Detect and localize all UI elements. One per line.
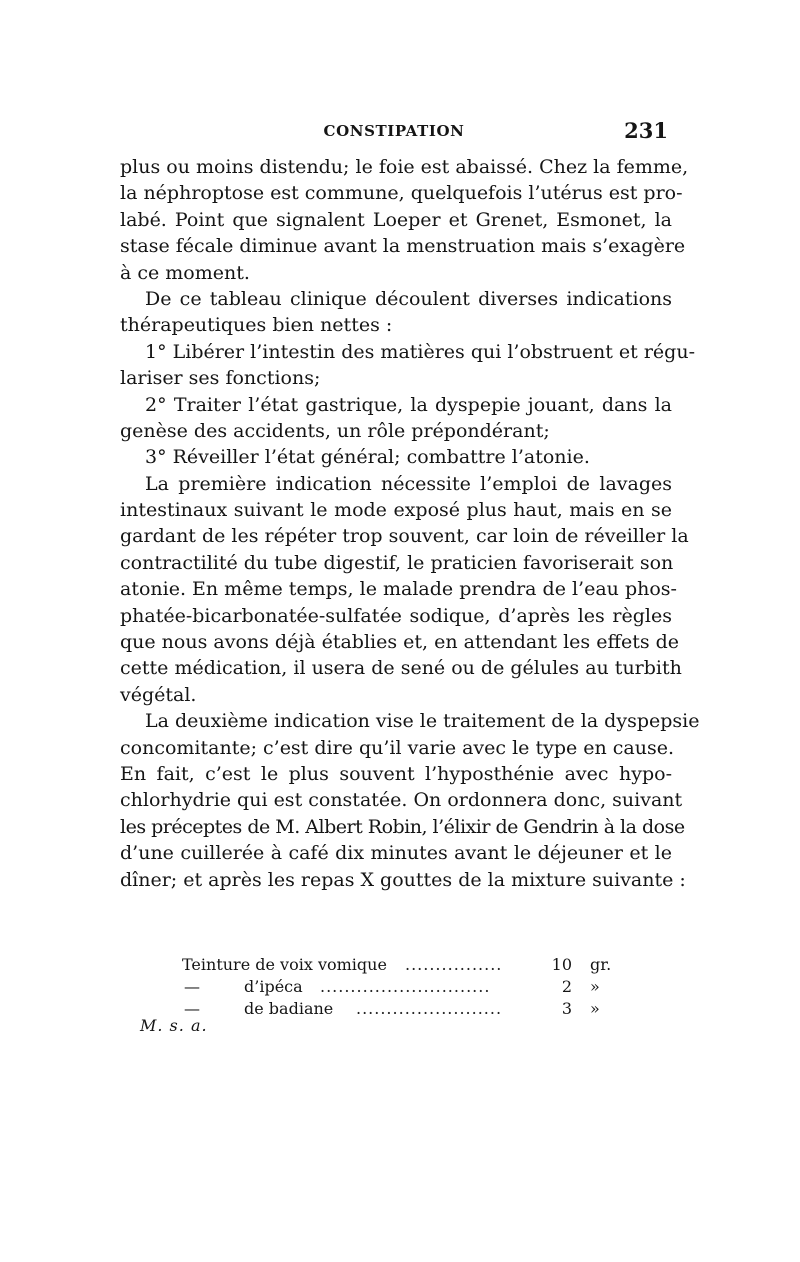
- text-line: La première indication nécessite l’emploi de lavages: [145, 472, 672, 495]
- text-line: phatée-bicarbonatée-sulfatée sodique, d’après les règles: [120, 604, 672, 627]
- text-line: concomitante; c’est dire qu’il varie avec le type en cause.: [120, 736, 675, 759]
- text-line: les préceptes de M. Albert Robin, l’élixir de Gendrin à la dose: [120, 815, 685, 838]
- text-line: cette médication, il usera de sené ou de gélules au turbith: [120, 657, 682, 680]
- ingredient-name: Teinture de voix vomique: [182, 955, 387, 974]
- text-line: dîner; et après les repas X gouttes de la mixture suivante :: [120, 868, 686, 891]
- list-item-1: 1° Libérer l’intestin des matières qui l’obstruent et régu-: [145, 340, 695, 363]
- leader-dots: ................: [405, 955, 503, 974]
- ditto-dash: —: [184, 999, 200, 1018]
- list-item-2: 2° Traiter l’état gastrique, la dyspepie jouant, dans la: [145, 393, 672, 416]
- page-number: 231: [624, 118, 668, 143]
- leader-dots: ............................: [320, 977, 491, 996]
- text-line: d’une cuillerée à café dix minutes avant le déjeuner et le: [120, 842, 672, 865]
- text-line: lariser ses fonctions;: [120, 367, 321, 390]
- text-line: plus ou moins distendu; le foie est abaissé. Chez la femme,: [120, 156, 689, 178]
- ingredient-unit: »: [590, 999, 600, 1018]
- running-head: [120, 118, 668, 146]
- text-line: atonie. En même temps, le malade prendra de l’eau phos-: [120, 578, 677, 601]
- text-line: stase fécale diminue avant la menstruation mais s’exagère: [120, 235, 686, 258]
- text-line: la néphroptose est commune, quelquefois l’utérus est pro-: [120, 182, 683, 205]
- ingredient-amount: 10: [551, 955, 572, 974]
- ditto-dash: —: [184, 977, 200, 996]
- list-item-3: 3° Réveiller l’état général; combattre l’atonie.: [145, 446, 590, 469]
- ingredient-name: d’ipéca: [244, 977, 303, 996]
- text-line: labé. Point que signalent Loeper et Grenet, Esmonet, la: [120, 208, 672, 231]
- ingredient-name: de badiane: [244, 999, 334, 1018]
- prescription: [120, 954, 672, 1020]
- text-line: chlorhydrie qui est constatée. On ordonnera donc, suivant: [120, 789, 683, 812]
- text-line: thérapeutiques bien nettes :: [120, 314, 393, 337]
- text-line: intestinaux suivant le mode exposé plus haut, mais en se: [120, 499, 672, 522]
- running-title: CONSTIPATION: [323, 122, 465, 140]
- ingredient-amount: 3: [561, 999, 572, 1018]
- body-text: [120, 154, 700, 893]
- ingredient-unit: gr.: [590, 955, 612, 974]
- text-line: De ce tableau clinique découlent diverses indications: [145, 287, 672, 310]
- ingredient-amount: 2: [561, 977, 572, 996]
- ingredient-unit: »: [590, 977, 600, 996]
- leader-dots: ........................: [356, 999, 503, 1018]
- prescription-signature: M. s. a.: [140, 1016, 208, 1035]
- text-line: contractilité du tube digestif, le praticien favoriserait son: [120, 551, 674, 574]
- text-line: à ce moment.: [120, 261, 250, 284]
- text-line: En fait, c’est le plus souvent l’hyposthénie avec hypo-: [120, 762, 672, 785]
- prescription-line: [120, 954, 672, 976]
- text-line: La deuxième indication vise le traitement de la dyspepsie: [145, 710, 700, 733]
- text-line: gardant de les répéter trop souvent, car loin de réveiller la: [120, 525, 689, 548]
- text-line: que nous avons déjà établies et, en attendant les effets de: [120, 631, 680, 654]
- prescription-line: [120, 976, 672, 998]
- text-line: végétal.: [120, 683, 197, 706]
- text-line: genèse des accidents, un rôle prépondérant;: [120, 419, 550, 442]
